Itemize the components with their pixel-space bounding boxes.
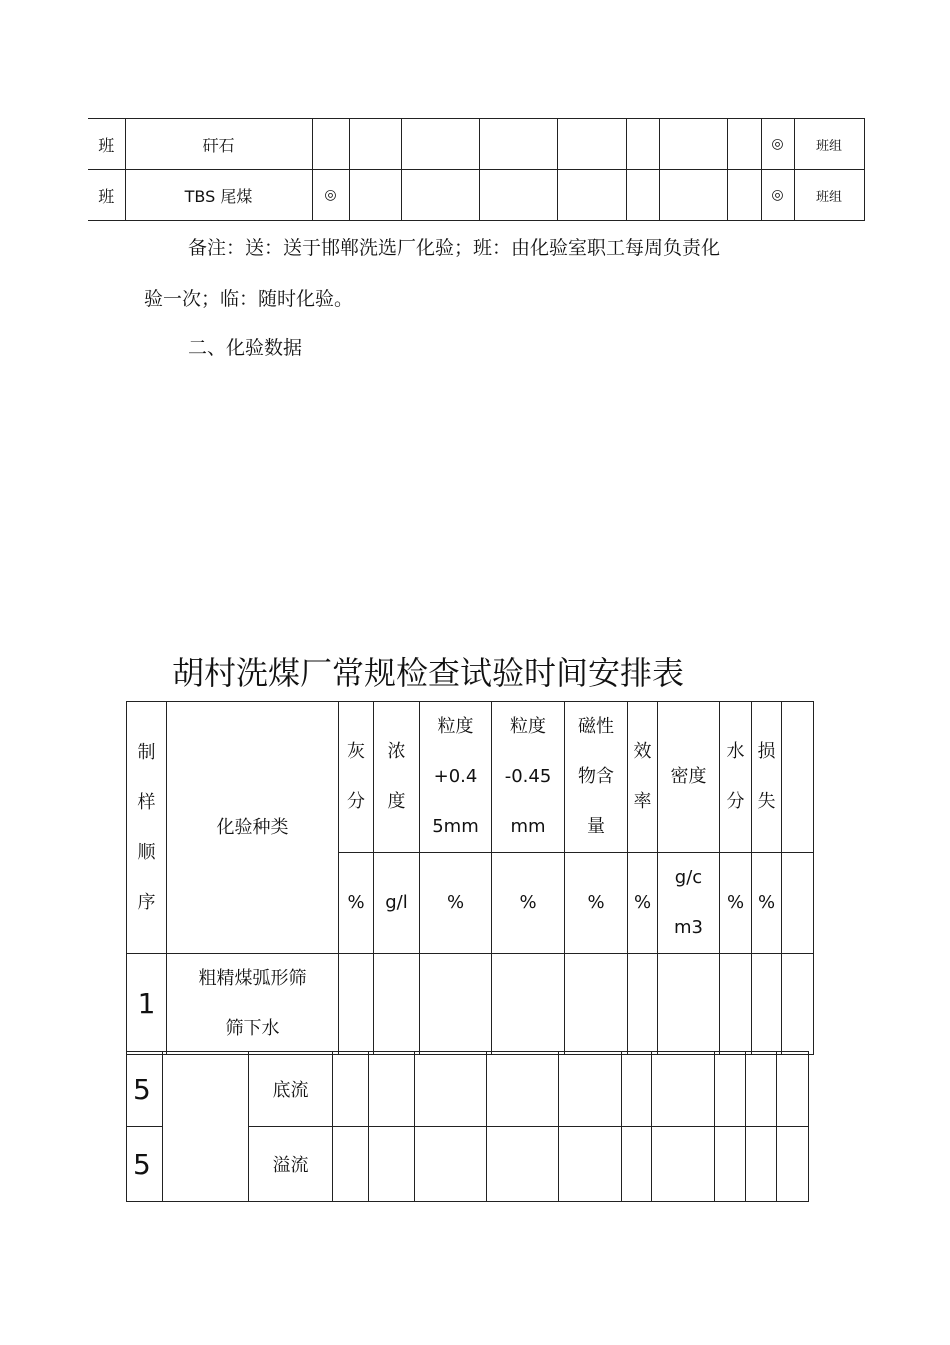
header-concentration: 浓 度 [374, 702, 420, 853]
header-test-type: 化验种类 [167, 702, 339, 954]
header-ash: 灰 分 [339, 702, 374, 853]
table-row [88, 170, 864, 221]
header-density: 密度 [658, 702, 720, 853]
note-line-1: 备注：送：送于邯郸洗选厂化验；班：由化验室职工每周负责化 [188, 237, 721, 259]
schedule-title: 胡村洗煤厂常规检查试验时间安排表 [172, 654, 685, 692]
bottom-table [126, 1051, 809, 1202]
unit-size-minus: % [492, 853, 565, 954]
table-row [127, 1052, 809, 1127]
row-number: 5 [127, 1127, 163, 1202]
header-size-minus: 粒度 -0.45 mm [492, 702, 565, 853]
header-water: 水 分 [720, 702, 752, 853]
header-row [127, 702, 814, 853]
schedule-table [126, 701, 814, 1055]
row-end-mark: ◎ [761, 170, 794, 221]
header-loss: 损 失 [752, 702, 782, 853]
unit-concentration: g/l [374, 853, 420, 954]
row-code: 班 [88, 119, 125, 170]
row-code: 班 [88, 170, 125, 221]
unit-magnetic: % [565, 853, 628, 954]
row-cell: ◎ [312, 170, 349, 221]
table-row [127, 954, 814, 1055]
row-end-mark: ◎ [761, 119, 794, 170]
row-cell [312, 119, 349, 170]
section-heading: 二、化验数据 [188, 337, 303, 359]
row-test-type: 粗精煤弧形筛 筛下水 [167, 954, 339, 1055]
unit-loss: % [752, 853, 782, 954]
unit-efficiency: % [628, 853, 658, 954]
row-name: 矸石 [125, 119, 312, 170]
header-magnetic: 磁性 物含 量 [565, 702, 628, 853]
unit-density: g/c m3 [658, 853, 720, 954]
unit-ash: % [339, 853, 374, 954]
header-order: 制 样 顺 序 [127, 702, 167, 954]
note-line-2: 验一次；临：随时化验。 [144, 288, 354, 310]
top-table [88, 118, 865, 221]
row-label: 溢流 [249, 1127, 333, 1202]
unit-water: % [720, 853, 752, 954]
row-name: TBS 尾煤 [125, 170, 312, 221]
row-number: 5 [127, 1052, 163, 1127]
row-number: 1 [127, 954, 167, 1055]
row-group: 班组 [794, 170, 864, 221]
row-label: 底流 [249, 1052, 333, 1127]
unit-size-plus: % [420, 853, 492, 954]
row-group: 班组 [794, 119, 864, 170]
header-size-plus: 粒度 +0.4 5mm [420, 702, 492, 853]
header-efficiency: 效 率 [628, 702, 658, 853]
table-row [88, 119, 864, 170]
